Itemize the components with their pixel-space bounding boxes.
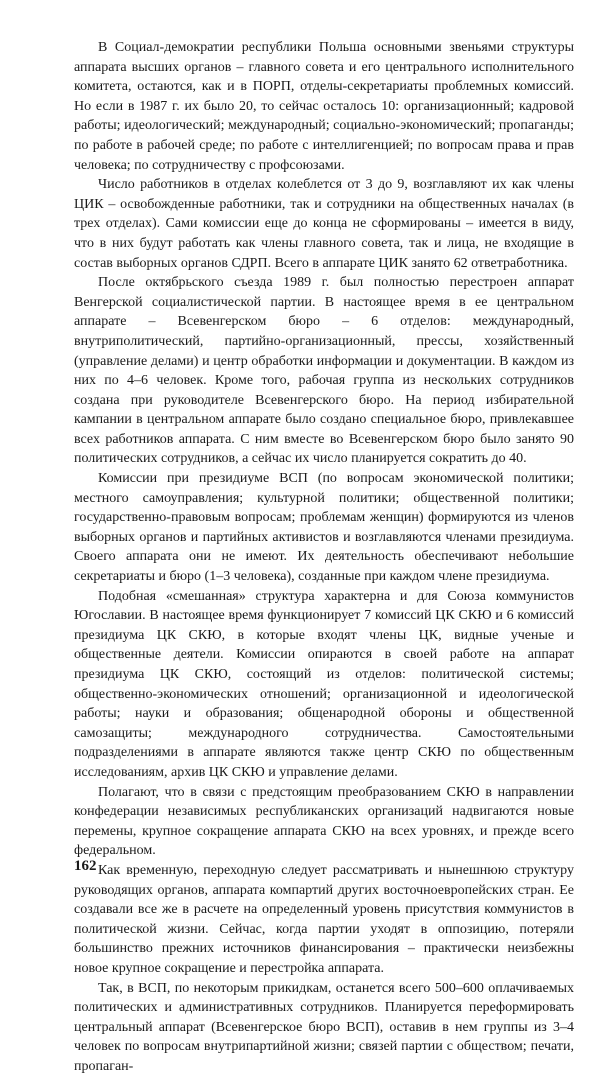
page-body — [74, 38, 574, 1076]
paragraph-8: Так, в ВСП, по некоторым прикидкам, останется всего 500–600 оплачиваемых политических и административных сотрудников. Планируется переформировать центральный аппарат (Всевенгерское бюро ВСП), оставив в нем группы из 3–4 человек по вопросам внутрипартийной жизни; связей партии с обществом; печати, пропаган- — [74, 979, 574, 1076]
paragraph-1: В Социал-демократии республики Польша основными звеньями структуры аппарата высших органов – главного совета и его центрального исполнительного комитета, остаются, как и в ПОРП, отделы-секретариаты проблемных комиссий. Но если в 1987 г. их было 20, то сейчас осталось 10: организационный; кадровой работы; идеологический; международный; социально-экономический; пропаганды; по работе в рабочей среде; по работе с интеллигенцией; по вопросам права и прав человека; по сотрудничеству с профсоюзами. — [74, 38, 574, 175]
paragraph-3: После октябрьского съезда 1989 г. был полностью перестроен аппарат Венгерской социалистической партии. В настоящее время в ее центральном аппарате – Всевенгерском бюро – 6 отделов: международный, внутриполитический, партийно-организационный, прессы, хозяйственный (управление делами) и центр обработки информации и документации. В каждом из них по 4–6 человек. Кроме того, рабочая группа из нескольких сотрудников создана при руководителе Всевенгерского бюро. На период избирательной кампании в центральном аппарате было создано специальное бюро, привлекавшее всех работников аппарата. С ним вместе во Всевенгерском бюро было занято 90 политических сотрудников, а сейчас их число планируется сократить до 40. — [74, 273, 574, 469]
paragraph-7: Как временную, переходную следует рассматривать и нынешнюю структуру руководящих органов, аппарата компартий других восточноевропейских стран. Ее создавали все же в расчете на определенный уровень присутствия коммунистов в политической жизни. Сейчас, когда партии уходят в оппозицию, потеряли большинство прежних источников финансирования – практически неизбежны новое крупное сокращение и перестройка аппарата. — [74, 861, 574, 979]
page-number: 162 — [74, 858, 97, 875]
paragraph-4: Комиссии при президиуме ВСП (по вопросам экономической политики; местного самоуправления; культурной политики; общественной политики; государственно-правовым вопросам; проблемам женщин) формируются из членов выборных органов и партийных активистов и возглавляются членами президиума. Своего аппарата они не имеют. Их деятельность обеспечивают небольшие секретариаты и бюро (1–3 человека), созданные при каждом члене президиума. — [74, 469, 574, 587]
paragraph-5: Подобная «смешанная» структура характерна и для Союза коммунистов Югославии. В настоящее время функционирует 7 комиссий ЦК СКЮ и 6 комиссий президиума ЦК СКЮ, в которые входят члены ЦК, видные ученые и общественные деятели. Комиссии опираются в своей работе на аппарат президиума ЦК СКЮ, состоящий из отделов: политической системы; общественно-экономических отношений; организационной и идеологической работы; науки и образования; общенародной обороны и общественной самозащиты; международного сотрудничества. Самостоятельными подразделениями в аппарате являются также центр СКЮ по общественным исследованиям, архив ЦК СКЮ и управление делами. — [74, 587, 574, 783]
paragraph-2: Число работников в отделах колеблется от 3 до 9, возглавляют их как члены ЦИК – освобожденные работники, так и сотрудники на общественных началах (в трех отделах). Сами комиссии еще до конца не сформированы – имеется в виду, что в них будут работать как члены главного совета, так и лица, не входящие в состав выборных органов СДРП. Всего в аппарате ЦИК занято 62 ответработника. — [74, 175, 574, 273]
paragraph-6: Полагают, что в связи с предстоящим преобразованием СКЮ в направлении конфедерации независимых республиканских организаций надвигаются новые перемены, крупное сокращение аппарата СКЮ на всех уровнях, и прежде всего федеральном. — [74, 783, 574, 861]
